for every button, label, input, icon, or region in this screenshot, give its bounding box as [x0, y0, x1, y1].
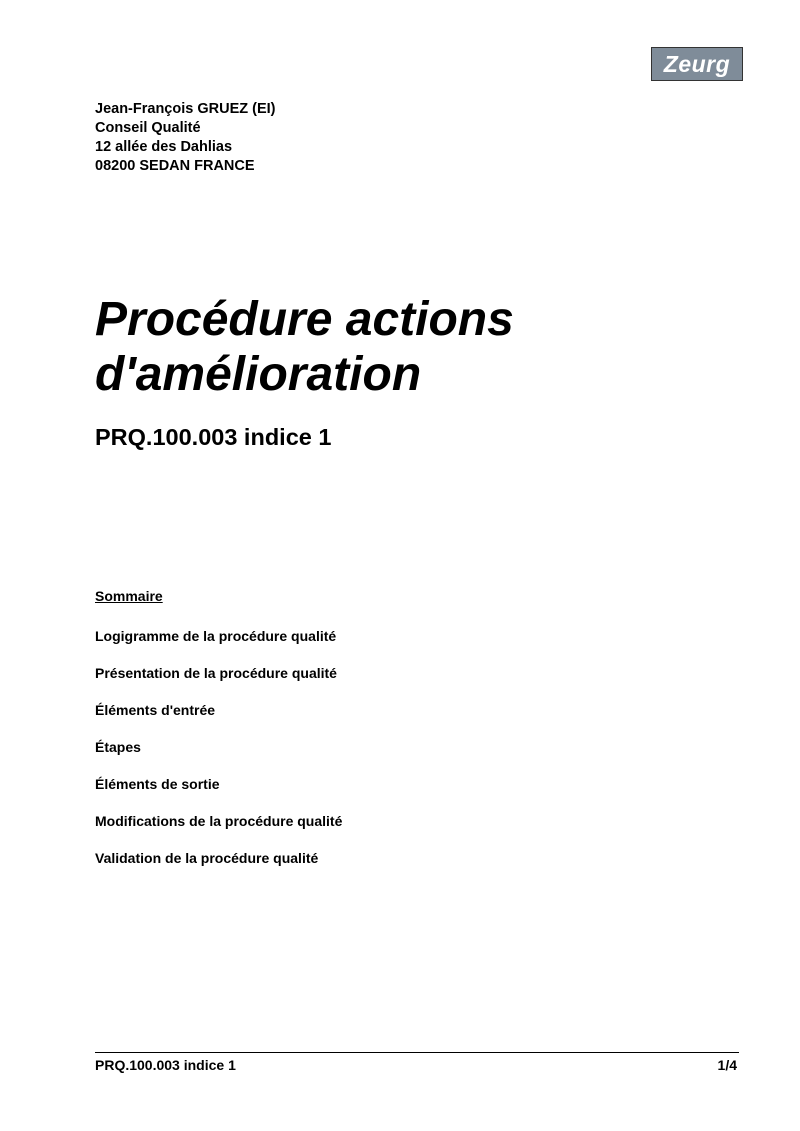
sender-address [95, 100, 275, 176]
footer-page-number: 1/4 [717, 1057, 737, 1073]
document-title [95, 292, 735, 402]
toc-item-validation: Validation de la procédure qualité [95, 850, 319, 866]
footer-divider [95, 1052, 739, 1053]
address-line-street: 12 allée des Dahlias [95, 139, 233, 155]
document-title-line-2: d'amélioration [95, 348, 422, 401]
toc-item-logigramme: Logigramme de la procédure qualité [95, 628, 337, 644]
toc-item-presentation: Présentation de la procédure qualité [95, 665, 337, 681]
footer-reference: PRQ.100.003 indice 1 [95, 1057, 236, 1073]
address-line-company: Conseil Qualité [95, 120, 201, 136]
logo-text: Zeurg [663, 50, 731, 77]
address-line-city: 08200 SEDAN FRANCE [95, 158, 255, 174]
table-of-contents [95, 626, 342, 885]
document-reference: PRQ.100.003 indice 1 [95, 424, 332, 450]
toc-item-elements-sortie: Éléments de sortie [95, 776, 220, 792]
document-title-line-1: Procédure actions [95, 293, 514, 346]
toc-heading: Sommaire [95, 588, 163, 604]
company-logo [651, 47, 743, 81]
address-line-name: Jean-François GRUEZ (EI) [95, 101, 276, 117]
toc-item-elements-entree: Éléments d'entrée [95, 702, 216, 718]
toc-item-modifications: Modifications de la procédure qualité [95, 813, 343, 829]
toc-item-etapes: Étapes [95, 739, 141, 755]
